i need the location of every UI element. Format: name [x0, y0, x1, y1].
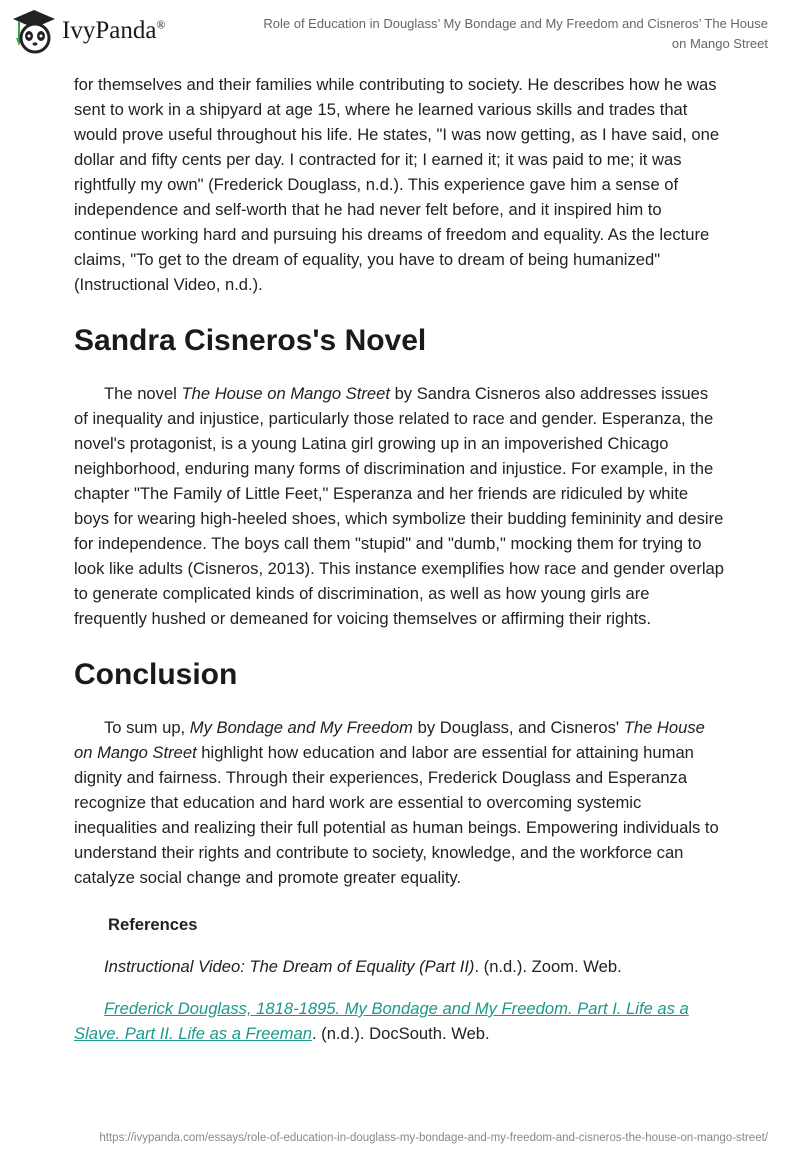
ivypanda-logo[interactable] — [12, 8, 166, 54]
section-heading-cisneros: Sandra Cisneros's Novel — [74, 324, 427, 357]
book-title: The House on Mango Street — [74, 718, 705, 762]
panda-graduate-icon — [12, 8, 56, 54]
references-heading: References — [108, 915, 198, 934]
paragraph — [74, 715, 726, 890]
text: highlight how education and labor are essential for attaining human dignity and fairness. Through their experiences, Frederick Douglass and Esperanza recognize that education and hard work are essential to overcoming systemic inequalities and realizing their full potential as human beings. Empowering individuals to understand their rights and contribute to society, knowledge, and the workforce can catalyze social change and promote greater equality. — [74, 743, 719, 887]
registered-mark: ® — [156, 17, 166, 32]
reference-item — [74, 954, 726, 979]
text: . (n.d.). DocSouth. Web. — [311, 1024, 490, 1043]
paragraph — [74, 381, 726, 631]
section-heading-conclusion: Conclusion — [74, 658, 238, 691]
text: by Douglass, and Cisneros' — [413, 718, 624, 737]
text: The novel — [104, 384, 182, 403]
footer-url: https://ivypanda.com/essays/role-of-education-in-douglass-my-bondage-and-my-freedom-and-cisneros-the-house-on-mango-street/ — [99, 1132, 768, 1144]
essay-content — [74, 72, 726, 1046]
book-title: My Bondage and My Freedom — [189, 718, 413, 737]
paragraph: for themselves and their families while contributing to society. He describes how he was sent to work in a shipyard at age 15, where he learned various skills and trades that would prove useful throughout his life. He states, "I was now getting, as I have said, one dollar and fifty cents per day. I contracted for it; I earned it; it was paid to me; it was rightfully my own" (Frederick Douglass, n.d.). This experience gave him a sense of independence and self-worth that he had never felt before, and it inspired him to continue working hard and pursuing his dreams of freedom and equality. As the lecture claims, "To get to the dream of equality, you have to dream of being humanized" (Instructional Video, n.d.). — [74, 75, 720, 294]
document-title: Role of Education in Douglass’ My Bondage and My Freedom and Cisneros’ The House on Mango Street — [263, 16, 768, 51]
logo-text: IvyPanda — [62, 17, 157, 44]
reference-title: Frederick Douglass, 1818-1895. My Bondage and My Freedom. Part I. Life as a Slave. Part II. Life as a Freeman — [74, 999, 689, 1043]
text: . (n.d.). Zoom. Web. — [474, 957, 622, 976]
reference-title: Instructional Video: The Dream of Equality (Part II) — [104, 957, 475, 976]
book-title: The House on Mango Street — [181, 384, 390, 403]
text: by Sandra Cisneros also addresses issues of inequality and injustice, particularly those related to race and gender. Esperanza, the novel's protagonist, is a young Latina girl growing up in an impoverished Chicago neighborhood, enduring many forms of discrimination and injustice. For example, in the chapter "The Family of Little Feet," Esperanza and her friends are ridiculed by white boys for wearing high-heeled shoes, which symbolize their budding femininity and desire for independence. The boys call them "stupid" and "dumb," mocking them for trying to look like adults (Cisneros, 2013). This instance exemplifies how race and gender overlap to generate complicated kinds of discrimination, as well as how young girls are frequently hushed or demeaned for voicing themselves or affirming their rights. — [74, 384, 724, 628]
reference-item — [74, 996, 726, 1046]
text: To sum up, — [104, 718, 190, 737]
page-header — [0, 0, 800, 60]
